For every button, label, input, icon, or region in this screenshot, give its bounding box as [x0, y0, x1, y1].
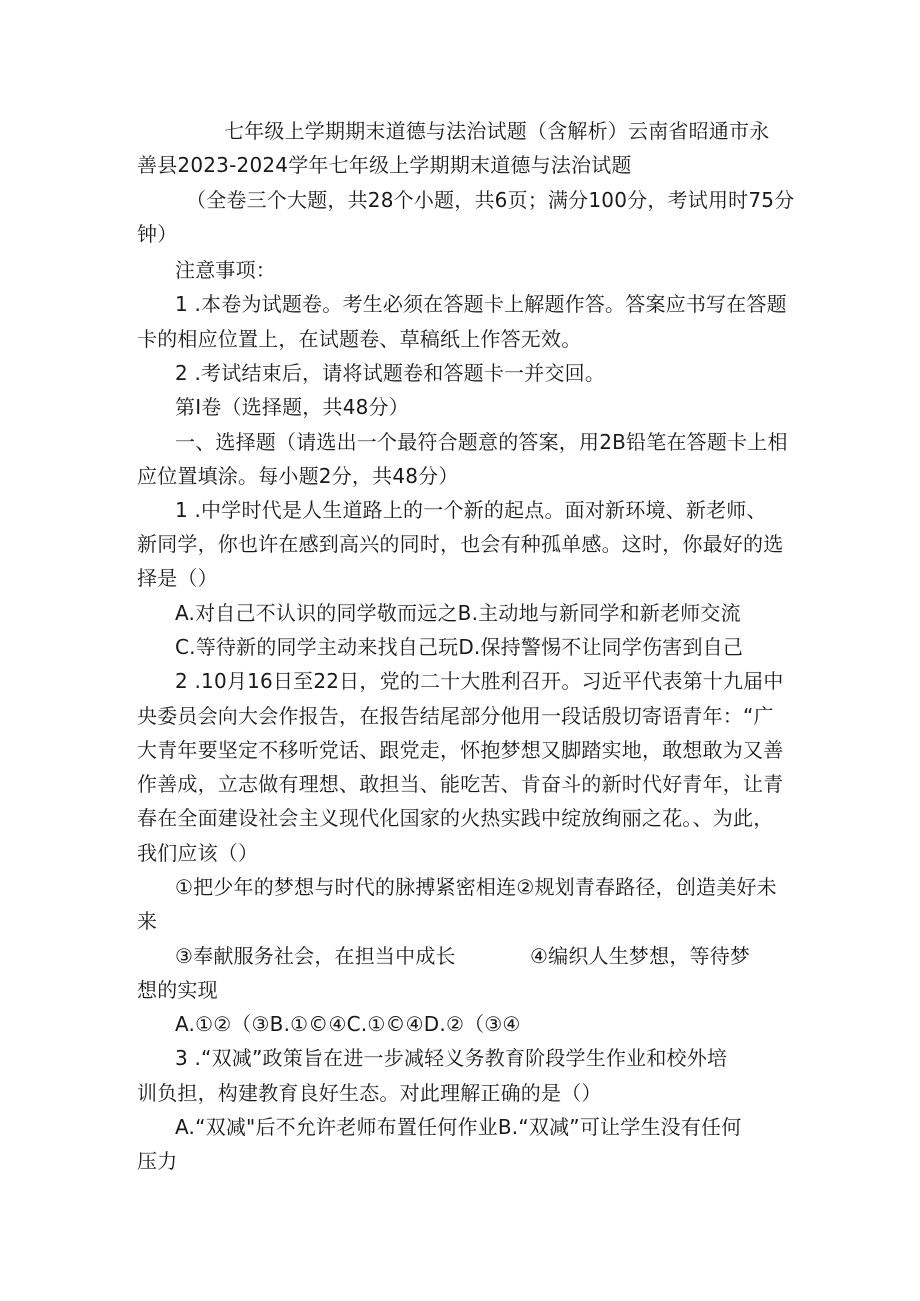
notice-heading: 注意事项： [175, 258, 276, 282]
question-2-line2: 央委员会向大会作报告，在报告结尾部分他用一段话殷切寄语青年：“广 [137, 704, 774, 728]
question-2-line6: 我们应该（） [137, 841, 259, 865]
question-2-item-4-line2: 想的实现 [137, 978, 218, 1002]
question-1-line1: 1 .中学时代是人生道路上的一个新的起点。面对新环境、新老师、 [175, 498, 767, 522]
question-2-line1: 2 .10月16日至22日，党的二十大胜利召开。习近平代表第十九届中 [175, 669, 784, 693]
question-1-line2: 新同学，你也许在感到高兴的同时，也会有种孤单感。这时，你最好的选 [137, 532, 784, 556]
notice-item-2: 2 .考试结束后，请将试题卷和答题卡一并交回。 [175, 361, 606, 385]
document-title-line2: 善县2023-2024学年七年级上学期期末道德与法治试题 [137, 153, 632, 177]
question-2-item-4-line1: ④编织人生梦想，等待梦 [530, 944, 751, 968]
part-heading: 第I卷（选择题，共48分） [175, 395, 409, 419]
question-2-item-3: ③奉献服务社会，在担当中成长 [175, 944, 456, 968]
notice-item-1-line1: 1 .本卷为试题卷。考生必须在答题卡上解题作答。答案应书写在答题 [175, 292, 787, 316]
question-1-options-cd: C.等待新的同学主动来找自己玩D.保持警惕不让同学伤害到自己 [175, 635, 744, 659]
question-2-line5: 春在全面建设社会主义现代化国家的火热实践中绽放绚丽之花。、为此， [137, 806, 774, 830]
document-title-line1: 七年级上学期期末道德与法治试题（含解析）云南省昭通市永 [224, 119, 770, 143]
question-2-options: A.①②（③B.①©④C.①©④D.②（③④ [175, 1012, 521, 1036]
question-3-line1: 3 .“双减”政策旨在进一步减轻义务教育阶段学生作业和校外培 [175, 1046, 728, 1070]
question-2-items-1-2-line1: ①把少年的梦想与时代的脉搏紧密相连②规划青春路径，创造美好未 [175, 875, 777, 899]
notice-item-1-line2: 卡的相应位置上，在试题卷、草稿纸上作答无效。 [137, 327, 582, 351]
question-1-line3: 择是（） [137, 566, 218, 590]
question-3-line2: 训负担，构建教育良好生态。对此理解正确的是（） [137, 1081, 602, 1105]
question-3-options-ab-line1: A.“双减"后不允许老师布置任何作业B.“双减”可让学生没有任何 [175, 1115, 742, 1139]
section-heading-line1: 一、选择题（请选出一个最符合题意的答案，用2B铅笔在答题卡上相 [175, 430, 788, 454]
question-3-options-ab-line2: 压力 [137, 1149, 178, 1173]
exam-info-line1: （全卷三个大题，共28个小题，共6页；满分100分，考试用时75分 [186, 188, 795, 212]
question-2-line4: 作善成，立志做有理想、敢担当、能吃苦、肯奋斗的新时代好青年，让青 [137, 772, 784, 796]
question-1-options-ab: A.对自己不认识的同学敬而远之B.主动地与新同学和新老师交流 [175, 601, 741, 625]
question-2-items-1-2-line2: 来 [137, 909, 158, 933]
exam-info-line2: 钟） [137, 222, 178, 246]
section-heading-line2: 应位置填涂。每小题2分，共48分） [137, 464, 459, 488]
question-2-line3: 大青年要坚定不移听党话、跟党走，怀抱梦想又脚踏实地，敢想敢为又善 [137, 738, 784, 762]
